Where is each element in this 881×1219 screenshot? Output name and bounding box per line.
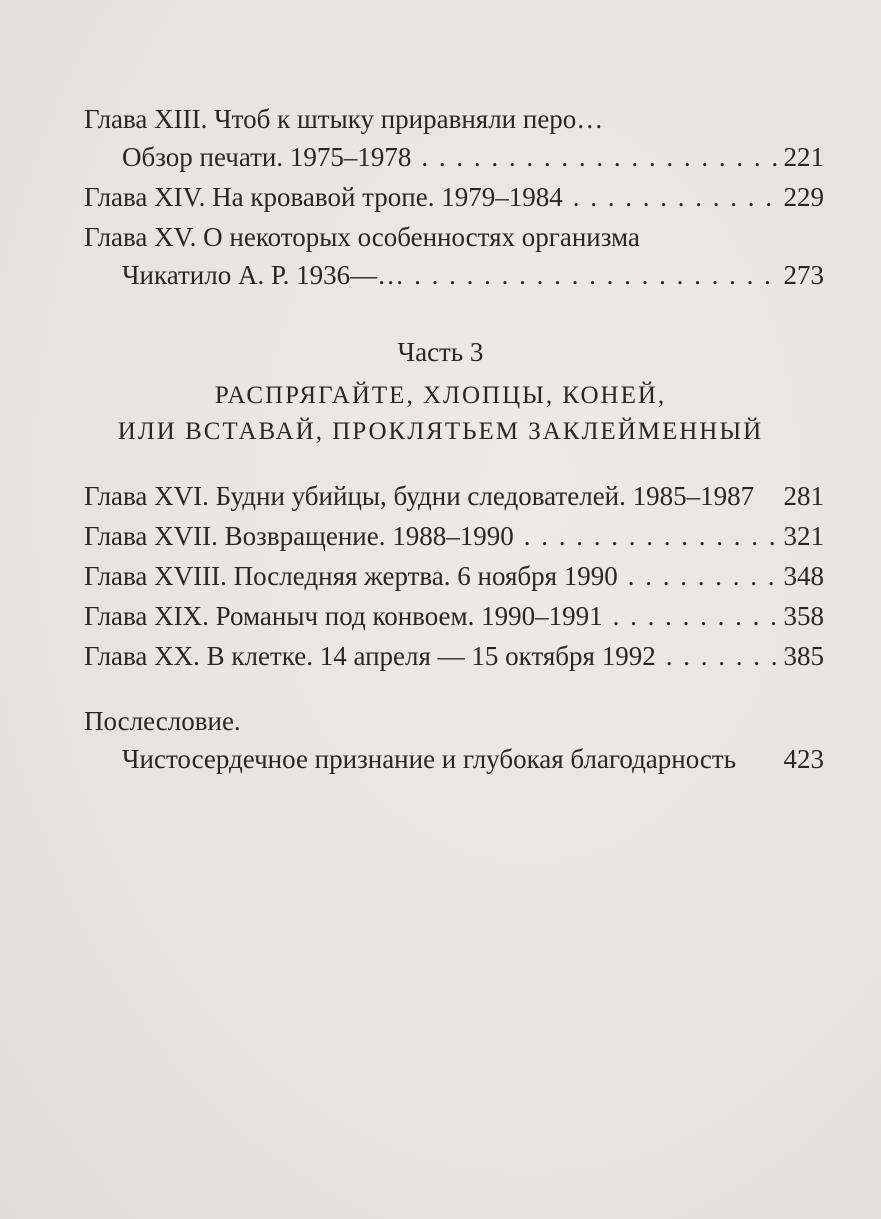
toc-entry-18 [84, 557, 824, 595]
toc-entry-19 [84, 597, 824, 635]
entry-title: Глава XV. О некоторых особенностях организма [84, 222, 640, 252]
entry-title: Чикатило А. Р. 1936—… [122, 260, 405, 290]
page-number: 348 [783, 561, 824, 591]
toc-section-2 [84, 477, 824, 675]
dot-leader [421, 138, 777, 176]
dot-leader [628, 557, 778, 595]
dot-leader [414, 256, 777, 294]
dot-leader [524, 517, 778, 555]
toc-entry-13 [84, 100, 824, 138]
toc-afterword [84, 702, 824, 778]
entry-title: Чистосердечное признание и глубокая благодарность [122, 744, 737, 774]
entry-title: Глава XVIII. Последняя жертва. 6 ноября 1990 [84, 561, 618, 591]
dot-leader [666, 637, 778, 675]
part-title-line-2: ИЛИ ВСТАВАЙ, ПРОКЛЯТЬЕМ ЗАКЛЕЙМЕННЫЙ [117, 418, 764, 445]
page-number: 385 [783, 641, 824, 671]
entry-title: Глава XIX. Романыч под конвоем. 1990–1991 [84, 601, 603, 631]
entry-title: Глава XVII. Возвращение. 1988–1990 [84, 521, 514, 551]
entry-title: Обзор печати. 1975–1978 [122, 142, 412, 172]
entry-title: Послесловие. [84, 706, 241, 736]
page-number: 221 [783, 142, 824, 172]
dot-leader [613, 597, 778, 635]
toc-entry-20 [84, 637, 824, 675]
toc-entry-17 [84, 517, 824, 555]
entry-title: Глава XIII. Чтоб к штыку приравняли перо… [84, 104, 604, 134]
entry-title: Глава XVI. Будни убийцы, будни следователей. 1985–1987 [84, 481, 755, 511]
page-number: 281 [783, 481, 824, 511]
page-number: 273 [783, 260, 824, 290]
page-number: 229 [783, 182, 824, 212]
page-number: 423 [783, 744, 824, 774]
toc-entry-16 [84, 477, 824, 515]
toc-entry-15-cont [84, 256, 824, 294]
toc-entry-13-cont [84, 138, 824, 176]
page-number: 358 [783, 601, 824, 631]
entry-title: Глава XX. В клетке. 14 апреля — 15 октября 1992 [84, 641, 656, 671]
toc-entry-afterword-cont [84, 740, 824, 778]
part-title-line-1: РАСПРЯГАЙТЕ, ХЛОПЦЫ, КОНЕЙ, [214, 382, 667, 409]
page-number: 321 [783, 521, 824, 551]
part-heading: Часть 3 [397, 337, 484, 367]
toc-section-1 [84, 100, 824, 294]
dot-leader [573, 178, 778, 216]
toc-entry-14 [84, 178, 824, 216]
toc-entry-15 [84, 218, 824, 256]
toc-entry-afterword [84, 702, 824, 740]
entry-title: Глава XIV. На кровавой тропе. 1979–1984 [84, 182, 563, 212]
